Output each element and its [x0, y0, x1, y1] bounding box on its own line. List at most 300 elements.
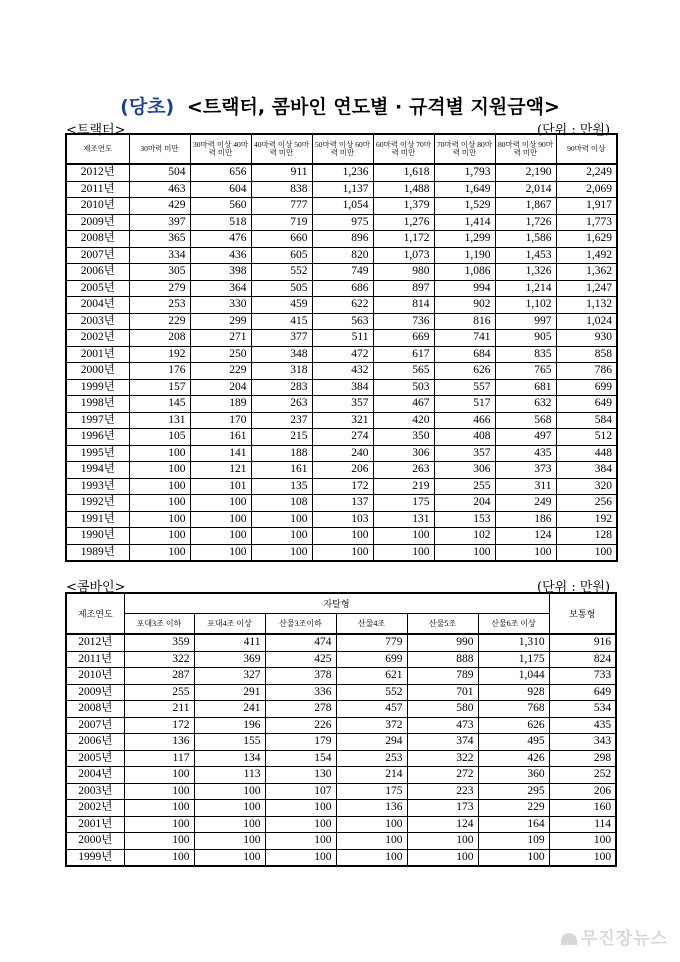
value-cell: 605 — [251, 247, 312, 264]
value-cell: 206 — [312, 462, 373, 479]
value-cell: 100 — [124, 800, 194, 817]
value-cell: 188 — [251, 445, 312, 462]
value-cell: 701 — [407, 684, 478, 701]
value-cell: 334 — [129, 247, 190, 264]
year-cell: 2010년 — [66, 198, 129, 215]
value-cell: 256 — [556, 495, 617, 512]
value-cell: 374 — [407, 734, 478, 751]
value-cell: 741 — [434, 330, 495, 347]
table-row — [66, 429, 617, 446]
value-cell: 252 — [549, 767, 616, 784]
value-cell: 649 — [556, 396, 617, 413]
combine-subheader-cell: 산물5조 — [407, 614, 478, 635]
value-cell: 214 — [336, 767, 407, 784]
tractor-header-cell: 30마력 미만 — [129, 134, 190, 164]
year-cell: 2006년 — [66, 264, 129, 281]
value-cell: 463 — [129, 181, 190, 198]
value-cell: 824 — [549, 651, 616, 668]
value-cell: 432 — [312, 363, 373, 380]
value-cell: 495 — [478, 734, 549, 751]
value-cell: 100 — [549, 849, 616, 866]
value-cell: 348 — [251, 346, 312, 363]
value-cell: 1,379 — [373, 198, 434, 215]
value-cell: 1,618 — [373, 164, 434, 181]
value-cell: 435 — [549, 717, 616, 734]
value-cell: 175 — [336, 783, 407, 800]
value-cell: 557 — [434, 379, 495, 396]
value-cell: 318 — [251, 363, 312, 380]
tractor-header-cell: 80마력 이상 90마력 미만 — [495, 134, 556, 164]
value-cell: 916 — [549, 634, 616, 651]
value-cell: 253 — [129, 297, 190, 314]
value-cell: 384 — [312, 379, 373, 396]
value-cell: 161 — [190, 429, 251, 446]
combine-subheader-cell: 산물4조 — [336, 614, 407, 635]
value-cell: 497 — [495, 429, 556, 446]
year-cell: 2003년 — [66, 313, 129, 330]
value-cell: 2,190 — [495, 164, 556, 181]
value-cell: 1,132 — [556, 297, 617, 314]
value-cell: 1,362 — [556, 264, 617, 281]
value-cell: 100 — [251, 511, 312, 528]
value-cell: 517 — [434, 396, 495, 413]
year-cell: 2000년 — [66, 363, 129, 380]
table-row — [66, 181, 617, 198]
value-cell: 765 — [495, 363, 556, 380]
value-cell: 263 — [373, 462, 434, 479]
value-cell: 145 — [129, 396, 190, 413]
value-cell: 1,175 — [478, 651, 549, 668]
value-cell: 113 — [194, 767, 265, 784]
table-row — [66, 816, 616, 833]
value-cell: 255 — [124, 684, 194, 701]
logo-icon — [561, 933, 577, 945]
table-row — [66, 330, 617, 347]
table-row — [66, 478, 617, 495]
value-cell: 816 — [434, 313, 495, 330]
value-cell: 100 — [124, 767, 194, 784]
table-row — [66, 849, 616, 866]
year-cell: 2003년 — [66, 783, 124, 800]
value-cell: 107 — [265, 783, 336, 800]
value-cell: 504 — [129, 164, 190, 181]
value-cell: 100 — [190, 528, 251, 545]
value-cell: 838 — [251, 181, 312, 198]
value-cell: 373 — [495, 462, 556, 479]
tractor-header-cell: 60마력 이상 70마력 미만 — [373, 134, 434, 164]
combine-unit: (단위 : 만원) — [537, 580, 611, 595]
value-cell: 204 — [434, 495, 495, 512]
watermark-text: 무진장뉴스 — [580, 929, 668, 949]
value-cell: 2,069 — [556, 181, 617, 198]
table-row — [66, 750, 616, 767]
value-cell: 888 — [407, 651, 478, 668]
value-cell: 632 — [495, 396, 556, 413]
tractor-header-cell: 40마력 이상 50마력 미만 — [251, 134, 312, 164]
value-cell: 100 — [434, 544, 495, 561]
value-cell: 902 — [434, 297, 495, 314]
value-cell: 911 — [251, 164, 312, 181]
value-cell: 306 — [434, 462, 495, 479]
value-cell: 649 — [549, 684, 616, 701]
value-cell: 699 — [556, 379, 617, 396]
value-cell: 656 — [190, 164, 251, 181]
value-cell: 250 — [190, 346, 251, 363]
combine-subheader-cell: 포대4조 이상 — [194, 614, 265, 635]
value-cell: 274 — [312, 429, 373, 446]
value-cell: 189 — [190, 396, 251, 413]
tractor-table — [65, 133, 618, 562]
table-row — [66, 684, 616, 701]
value-cell: 1,529 — [434, 198, 495, 215]
table-row — [66, 528, 617, 545]
value-cell: 1,214 — [495, 280, 556, 297]
value-cell: 975 — [312, 214, 373, 231]
value-cell: 100 — [373, 528, 434, 545]
tractor-header-cell: 제조연도 — [66, 134, 129, 164]
table-row — [66, 198, 617, 215]
value-cell: 100 — [194, 800, 265, 817]
value-cell: 473 — [407, 717, 478, 734]
value-cell: 271 — [190, 330, 251, 347]
value-cell: 294 — [336, 734, 407, 751]
value-cell: 100 — [373, 544, 434, 561]
table-row — [66, 363, 617, 380]
value-cell: 170 — [190, 412, 251, 429]
year-cell: 2004년 — [66, 767, 124, 784]
year-cell: 2011년 — [66, 651, 124, 668]
table-row — [66, 280, 617, 297]
value-cell: 1,276 — [373, 214, 434, 231]
value-cell: 100 — [265, 849, 336, 866]
value-cell: 1,299 — [434, 231, 495, 248]
value-cell: 135 — [251, 478, 312, 495]
tractor-header-cell: 70마력 이상 80마력 미만 — [434, 134, 495, 164]
value-cell: 100 — [190, 495, 251, 512]
value-cell: 2,014 — [495, 181, 556, 198]
value-cell: 208 — [129, 330, 190, 347]
year-cell: 1999년 — [66, 849, 124, 866]
value-cell: 291 — [194, 684, 265, 701]
value-cell: 172 — [124, 717, 194, 734]
value-cell: 820 — [312, 247, 373, 264]
year-cell: 2001년 — [66, 816, 124, 833]
value-cell: 789 — [407, 668, 478, 685]
value-cell: 330 — [190, 297, 251, 314]
value-cell: 109 — [478, 833, 549, 850]
value-cell: 100 — [194, 833, 265, 850]
value-cell: 398 — [190, 264, 251, 281]
value-cell: 100 — [556, 544, 617, 561]
value-cell: 505 — [251, 280, 312, 297]
table-row — [66, 164, 617, 181]
value-cell: 425 — [265, 651, 336, 668]
value-cell: 278 — [265, 701, 336, 718]
value-cell: 777 — [251, 198, 312, 215]
value-cell: 172 — [312, 478, 373, 495]
year-cell: 2004년 — [66, 297, 129, 314]
year-cell: 1991년 — [66, 511, 129, 528]
value-cell: 241 — [194, 701, 265, 718]
combine-label: <콤바인> — [66, 580, 126, 595]
value-cell: 814 — [373, 297, 434, 314]
year-cell: 2010년 — [66, 668, 124, 685]
table-row — [66, 511, 617, 528]
value-cell: 103 — [312, 511, 373, 528]
table-row — [66, 833, 616, 850]
value-cell: 378 — [265, 668, 336, 685]
value-cell: 686 — [312, 280, 373, 297]
value-cell: 779 — [336, 634, 407, 651]
value-cell: 1,649 — [434, 181, 495, 198]
table-row — [66, 495, 617, 512]
value-cell: 552 — [336, 684, 407, 701]
value-cell: 786 — [556, 363, 617, 380]
value-cell: 749 — [312, 264, 373, 281]
value-cell: 990 — [407, 634, 478, 651]
value-cell: 263 — [251, 396, 312, 413]
value-cell: 980 — [373, 264, 434, 281]
value-cell: 100 — [265, 800, 336, 817]
value-cell: 100 — [124, 849, 194, 866]
value-cell: 1,793 — [434, 164, 495, 181]
year-cell: 2008년 — [66, 231, 129, 248]
value-cell: 176 — [129, 363, 190, 380]
year-cell: 2009년 — [66, 214, 129, 231]
value-cell: 1,190 — [434, 247, 495, 264]
year-cell: 2011년 — [66, 181, 129, 198]
value-cell: 311 — [495, 478, 556, 495]
value-cell: 457 — [336, 701, 407, 718]
combine-subheader-cell: 산물6조 이상 — [478, 614, 549, 635]
value-cell: 565 — [373, 363, 434, 380]
value-cell: 100 — [190, 544, 251, 561]
value-cell: 100 — [129, 544, 190, 561]
value-cell: 105 — [129, 429, 190, 446]
value-cell: 100 — [312, 544, 373, 561]
value-cell: 175 — [373, 495, 434, 512]
value-cell: 408 — [434, 429, 495, 446]
value-cell: 279 — [129, 280, 190, 297]
year-cell: 2012년 — [66, 634, 124, 651]
value-cell: 1,586 — [495, 231, 556, 248]
year-cell: 2002년 — [66, 800, 124, 817]
value-cell: 448 — [556, 445, 617, 462]
year-cell: 1994년 — [66, 462, 129, 479]
value-cell: 100 — [129, 495, 190, 512]
year-cell: 2009년 — [66, 684, 124, 701]
value-cell: 397 — [129, 214, 190, 231]
value-cell: 117 — [124, 750, 194, 767]
combine-header-last: 보통형 — [549, 593, 616, 634]
value-cell: 327 — [194, 668, 265, 685]
value-cell: 136 — [336, 800, 407, 817]
value-cell: 154 — [265, 750, 336, 767]
value-cell: 102 — [434, 528, 495, 545]
value-cell: 719 — [251, 214, 312, 231]
year-cell: 2006년 — [66, 734, 124, 751]
value-cell: 1,492 — [556, 247, 617, 264]
value-cell: 503 — [373, 379, 434, 396]
value-cell: 626 — [434, 363, 495, 380]
value-cell: 474 — [265, 634, 336, 651]
value-cell: 369 — [194, 651, 265, 668]
value-cell: 134 — [194, 750, 265, 767]
table-row — [66, 717, 616, 734]
value-cell: 136 — [124, 734, 194, 751]
value-cell: 196 — [194, 717, 265, 734]
year-cell: 2007년 — [66, 717, 124, 734]
value-cell: 130 — [265, 767, 336, 784]
table-row — [66, 800, 616, 817]
value-cell: 896 — [312, 231, 373, 248]
value-cell: 699 — [336, 651, 407, 668]
table-row — [66, 379, 617, 396]
value-cell: 128 — [556, 528, 617, 545]
value-cell: 660 — [251, 231, 312, 248]
value-cell: 100 — [194, 849, 265, 866]
value-cell: 229 — [129, 313, 190, 330]
value-cell: 621 — [336, 668, 407, 685]
value-cell: 1,488 — [373, 181, 434, 198]
value-cell: 768 — [478, 701, 549, 718]
value-cell: 240 — [312, 445, 373, 462]
value-cell: 211 — [124, 701, 194, 718]
value-cell: 1,073 — [373, 247, 434, 264]
value-cell: 1,054 — [312, 198, 373, 215]
value-cell: 350 — [373, 429, 434, 446]
value-cell: 206 — [549, 783, 616, 800]
value-cell: 179 — [265, 734, 336, 751]
table-row — [66, 445, 617, 462]
value-cell: 100 — [190, 511, 251, 528]
value-cell: 560 — [190, 198, 251, 215]
value-cell: 1,867 — [495, 198, 556, 215]
value-cell: 552 — [251, 264, 312, 281]
table-row — [66, 396, 617, 413]
value-cell: 100 — [129, 462, 190, 479]
value-cell: 1,453 — [495, 247, 556, 264]
value-cell: 157 — [129, 379, 190, 396]
tractor-header-cell: 30마력 이상 40마력 미만 — [190, 134, 251, 164]
value-cell: 100 — [495, 544, 556, 561]
value-cell: 736 — [373, 313, 434, 330]
value-cell: 253 — [336, 750, 407, 767]
value-cell: 229 — [478, 800, 549, 817]
title-prefix: (당초) — [120, 96, 175, 118]
value-cell: 100 — [124, 816, 194, 833]
value-cell: 322 — [124, 651, 194, 668]
year-cell: 2005년 — [66, 280, 129, 297]
value-cell: 429 — [129, 198, 190, 215]
value-cell: 1,236 — [312, 164, 373, 181]
value-cell: 336 — [265, 684, 336, 701]
value-cell: 420 — [373, 412, 434, 429]
value-cell: 858 — [556, 346, 617, 363]
value-cell: 472 — [312, 346, 373, 363]
table-row — [66, 767, 616, 784]
value-cell: 1,629 — [556, 231, 617, 248]
value-cell: 928 — [478, 684, 549, 701]
value-cell: 100 — [124, 783, 194, 800]
value-cell: 100 — [129, 511, 190, 528]
year-cell: 2005년 — [66, 750, 124, 767]
value-cell: 100 — [194, 783, 265, 800]
value-cell: 534 — [549, 701, 616, 718]
page-title — [0, 92, 680, 119]
value-cell: 436 — [190, 247, 251, 264]
value-cell: 100 — [129, 528, 190, 545]
value-cell: 511 — [312, 330, 373, 347]
table-row — [66, 214, 617, 231]
value-cell: 306 — [373, 445, 434, 462]
value-cell: 669 — [373, 330, 434, 347]
table-row — [66, 462, 617, 479]
value-cell: 114 — [549, 816, 616, 833]
table-row — [66, 734, 616, 751]
value-cell: 161 — [251, 462, 312, 479]
table-row — [66, 651, 616, 668]
value-cell: 681 — [495, 379, 556, 396]
value-cell: 272 — [407, 767, 478, 784]
tractor-header-cell: 90마력 이상 — [556, 134, 617, 164]
value-cell: 100 — [549, 833, 616, 850]
year-cell: 1995년 — [66, 445, 129, 462]
value-cell: 617 — [373, 346, 434, 363]
year-cell: 2008년 — [66, 701, 124, 718]
value-cell: 930 — [556, 330, 617, 347]
year-cell: 1999년 — [66, 379, 129, 396]
combine-subheader-cell: 포대3조 이하 — [124, 614, 194, 635]
value-cell: 1,044 — [478, 668, 549, 685]
value-cell: 298 — [549, 750, 616, 767]
combine-header-group: 자탈형 — [124, 593, 549, 614]
year-cell: 1998년 — [66, 396, 129, 413]
value-cell: 160 — [549, 800, 616, 817]
value-cell: 426 — [478, 750, 549, 767]
value-cell: 1,310 — [478, 634, 549, 651]
year-cell: 2002년 — [66, 330, 129, 347]
value-cell: 997 — [495, 313, 556, 330]
value-cell: 100 — [407, 833, 478, 850]
value-cell: 100 — [336, 816, 407, 833]
value-cell: 121 — [190, 462, 251, 479]
value-cell: 411 — [194, 634, 265, 651]
year-cell: 1997년 — [66, 412, 129, 429]
table-row — [66, 668, 616, 685]
value-cell: 249 — [495, 495, 556, 512]
year-cell: 1989년 — [66, 544, 129, 561]
year-cell: 1992년 — [66, 495, 129, 512]
value-cell: 343 — [549, 734, 616, 751]
value-cell: 100 — [265, 833, 336, 850]
tractor-unit: (단위 : 만원) — [537, 123, 611, 138]
year-cell: 1993년 — [66, 478, 129, 495]
value-cell: 580 — [407, 701, 478, 718]
value-cell: 1,172 — [373, 231, 434, 248]
value-cell: 155 — [194, 734, 265, 751]
value-cell: 305 — [129, 264, 190, 281]
value-cell: 131 — [129, 412, 190, 429]
value-cell: 204 — [190, 379, 251, 396]
value-cell: 733 — [549, 668, 616, 685]
value-cell: 320 — [556, 478, 617, 495]
table-row — [66, 783, 616, 800]
value-cell: 512 — [556, 429, 617, 446]
value-cell: 372 — [336, 717, 407, 734]
value-cell: 2,249 — [556, 164, 617, 181]
value-cell: 384 — [556, 462, 617, 479]
